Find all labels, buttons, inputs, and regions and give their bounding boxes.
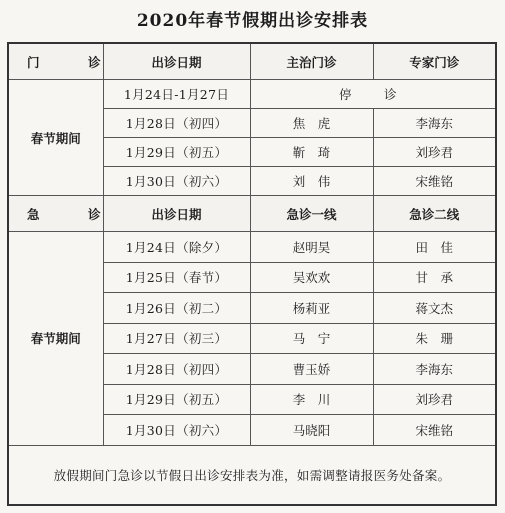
outpatient-period-label: 春节期间	[8, 80, 103, 196]
closed-cell: 停 诊	[250, 80, 496, 109]
outpatient-header: 门 诊	[8, 43, 103, 80]
date-cell: 1月25日（春节）	[103, 262, 250, 293]
attending-doctor-cell: 焦 虎	[250, 109, 373, 138]
page-title: 2020年春节假期出诊安排表	[136, 11, 369, 31]
attending-clinic-header: 主治门诊	[250, 43, 373, 80]
second-line-header: 急诊二线	[373, 196, 496, 232]
table-row	[8, 80, 496, 109]
first-line-doctor-cell: 李 川	[250, 384, 373, 415]
date-cell: 1月30日（初六）	[103, 167, 250, 196]
expert-doctor-cell: 宋维铭	[373, 167, 496, 196]
attending-doctor-cell: 靳 琦	[250, 138, 373, 167]
date-cell: 1月24日（除夕）	[103, 232, 250, 263]
date-cell: 1月24日-1月27日	[103, 80, 250, 109]
outpatient-header-row	[8, 43, 496, 80]
emergency-period-label: 春节期间	[8, 232, 103, 446]
date-cell: 1月28日（初四）	[103, 354, 250, 385]
table-row	[8, 232, 496, 263]
schedule-table	[7, 42, 497, 506]
first-line-doctor-cell: 赵明昊	[250, 232, 373, 263]
expert-clinic-header: 专家门诊	[373, 43, 496, 80]
footnote: 放假期间门急诊以节假日出诊安排表为准，如需调整请报医务处备案。	[8, 445, 496, 505]
first-line-doctor-cell: 马 宁	[250, 323, 373, 354]
second-line-doctor-cell: 朱 珊	[373, 323, 496, 354]
date-header: 出诊日期	[103, 196, 250, 232]
first-line-doctor-cell: 曹玉娇	[250, 354, 373, 385]
second-line-doctor-cell: 刘珍君	[373, 384, 496, 415]
note-row	[8, 445, 496, 505]
first-line-doctor-cell: 杨莉亚	[250, 293, 373, 324]
date-cell: 1月27日（初三）	[103, 323, 250, 354]
emergency-header: 急 诊	[8, 196, 103, 232]
expert-doctor-cell: 刘珍君	[373, 138, 496, 167]
emergency-header-row	[8, 196, 496, 232]
first-line-doctor-cell: 吴欢欢	[250, 262, 373, 293]
date-cell: 1月29日（初五）	[103, 138, 250, 167]
first-line-doctor-cell: 马晓阳	[250, 415, 373, 446]
second-line-doctor-cell: 李海东	[373, 354, 496, 385]
date-header: 出诊日期	[103, 43, 250, 80]
first-line-header: 急诊一线	[250, 196, 373, 232]
second-line-doctor-cell: 蒋文杰	[373, 293, 496, 324]
expert-doctor-cell: 李海东	[373, 109, 496, 138]
date-cell: 1月29日（初五）	[103, 384, 250, 415]
second-line-doctor-cell: 田 佳	[373, 232, 496, 263]
attending-doctor-cell: 刘 伟	[250, 167, 373, 196]
date-cell: 1月26日（初二）	[103, 293, 250, 324]
second-line-doctor-cell: 甘 承	[373, 262, 496, 293]
second-line-doctor-cell: 宋维铭	[373, 415, 496, 446]
date-cell: 1月28日（初四）	[103, 109, 250, 138]
date-cell: 1月30日（初六）	[103, 415, 250, 446]
